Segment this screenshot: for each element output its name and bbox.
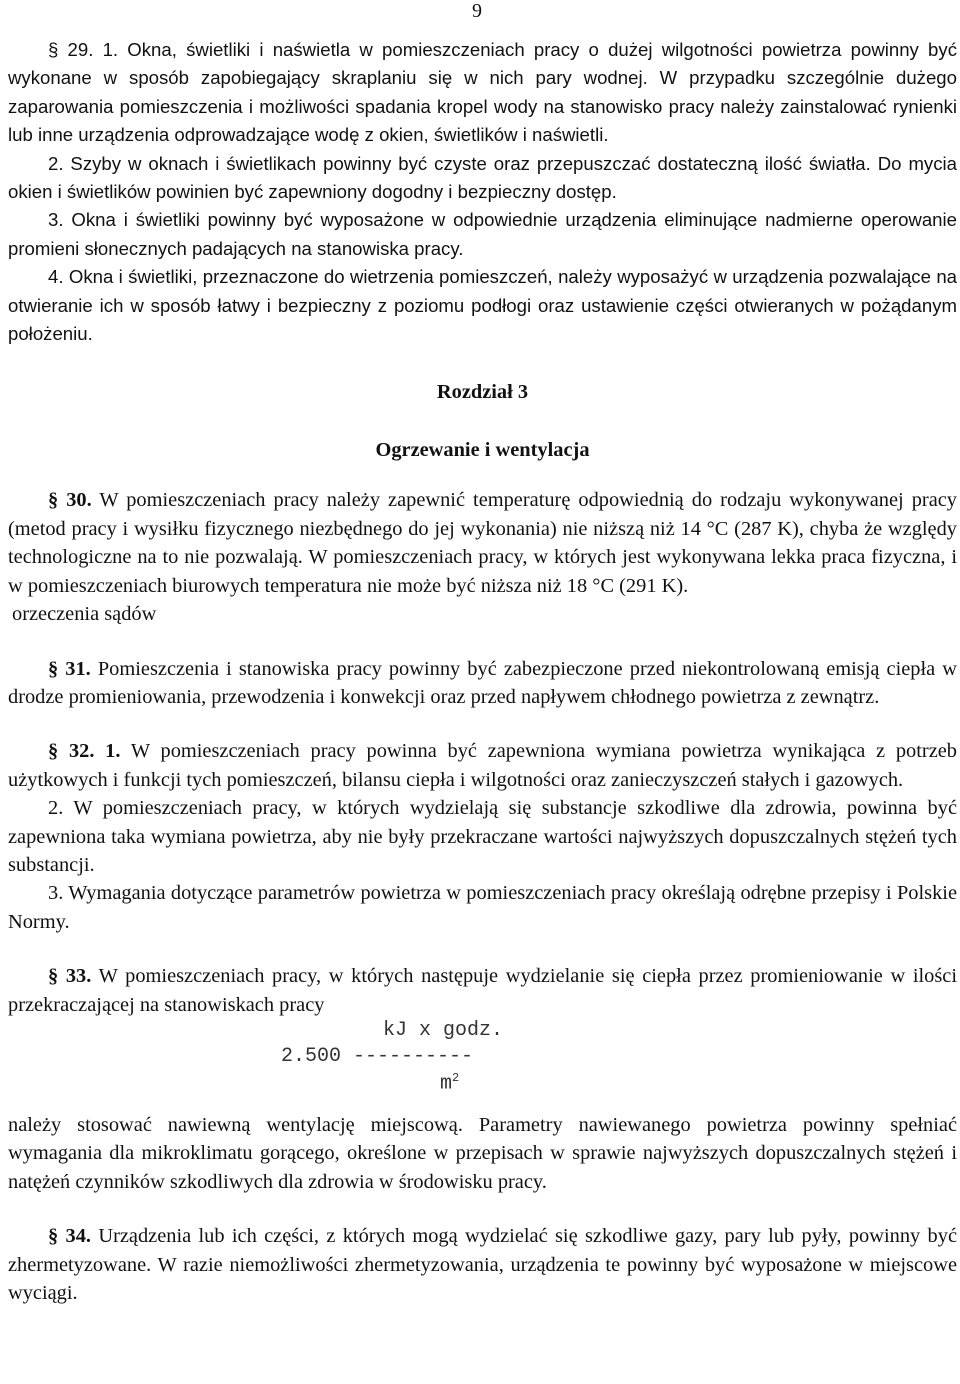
formula-numerator: kJ x godz. [383,1018,504,1042]
document-body [8,36,957,1307]
chapter-title: Ogrzewanie i wentylacja [375,439,590,462]
section-29-para-3: 3. Okna i świetliki powinny być wyposażone w odpowiednie urządzenia eliminujące nadmierne operowanie promieni słonecznych padających na stanowiska pracy. [8,209,957,259]
heat-radiation-formula [8,1019,957,1111]
section-33-text: W pomieszczeniach pracy, w których następuje wydzielanie się ciepła przez promieniowanie w ilości przekraczającej na stanowiskach pracy [8,965,958,1016]
section-31-text: Pomieszczenia i stanowiska pracy powinny być zabezpieczone przed niekontrolowaną emisją ciepła w drodze promieniowania, przewodzenia i konwekcji oraz przed napływem chłodnego powietrza z zewnątrz. [8,657,957,708]
section-30-text: W pomieszczeniach pracy należy zapewnić temperaturę odpowiednią do rodzaju wykonywanej pracy (metod pracy i wysiłku fizycznego niezbędnego do jej wykonania) nie niższą niż 14 °C (287 K), chyba że względy technologiczne na to nie pozwalają. W pomieszczeniach pracy, w których jest wykonywana lekka praca fizyczna, i w pomieszczeniach biurowych temperatura nie może być niższa niż 18 °C (291 K). [8,489,957,597]
section-32-para-2: 2. W pomieszczeniach pracy, w których wydzielają się substancje szkodliwe dla zdrowia, powinna być zapewniona taka wymiana powietrza, aby nie były przekraczane wartości najwyższych dopuszczalnych stężeń tych substancji. [8,797,957,876]
formula-denominator: $m^2$ [440,1070,460,1096]
section-29-para-2: 2. Szyby w oknach i świetlikach powinny być czyste oraz przepuszczać dostateczną ilość światła. Do mycia okien i świetlików powinien być zapewniony dogodny i bezpieczny dostęp. [8,152,957,203]
section-32-text: W pomieszczeniach pracy powinna być zapewniona wymiana powietrza wynikająca z potrzeb użytkowych i funkcji tych pomieszczeń, bilansu ciepła i wilgotności oraz zanieczyszczeń stałych i gazowych. [8,740,958,791]
section-34-label: § 34. [48,1225,92,1248]
section-30 [8,486,957,600]
section-32-label: § 32. 1. [48,740,121,763]
section-34-text: Urządzenia lub ich części, z których mogą wydzielać się szkodliwe gazy, pary lub pyły, powinny być zhermetyzowane. W razie niemożliwości zhermetyzowania, urządzenia te powinny być wyposażone w miejscowe wyciągi. [8,1225,958,1304]
section-33-continuation: należy stosować nawiewną wentylację miejscową. Parametry nawiewanego powietrza powinny spełniać wymagania dla mikroklimatu gorącego, określone w przepisach w sprawie najwyższych dopuszczalnych stężeń i natężeń czynników szkodliwych dla zdrowia w środowisku pracy. [8,1113,957,1193]
section-31 [8,655,957,712]
formula-value: 2.500 ---------- [281,1044,474,1068]
section-33-label: § 33. [48,965,92,988]
court-rulings-note: orzeczenia sądów [12,603,157,626]
section-30-label: § 30. [48,489,92,512]
section-34 [8,1222,957,1307]
section-32-para-1 [8,737,957,794]
chapter-number: Rozdział 3 [436,381,529,404]
section-32-para-3: 3. Wymagania dotyczące parametrów powietrza w pomieszczeniach pracy określają odrębne przepisy i Polskie Normy. [8,882,957,933]
section-33 [8,962,957,1019]
formula-exponent: 2 [452,1070,460,1085]
section-29-para-4: 4. Okna i świetliki, przeznaczone do wietrzenia pomieszczeń, należy wyposażyć w urządzenia pozwalające na otwieranie ich w sposób łatwy i bezpieczny z poziomu podłogi oraz ustawienie części otwieranych w pożądanym położeniu. [8,266,957,345]
page-number: 9 [472,0,482,22]
section-29-para-1: § 29. 1. Okna, świetliki i naświetla w pomieszczeniach pracy o dużej wilgotności powietrza powinny być wykonane w sposób zapobiegający skraplaniu się w nich pary wodnej. W przypadku szczególnie dużego zaparowania pomieszczenia i możliwości spadania kropel wody na stanowisko pracy należy zainstalować rynienki lub inne urządzenia odprowadzające wodę z okien, świetlików i naświetli. [8,39,957,146]
section-31-label: § 31. [48,657,91,680]
